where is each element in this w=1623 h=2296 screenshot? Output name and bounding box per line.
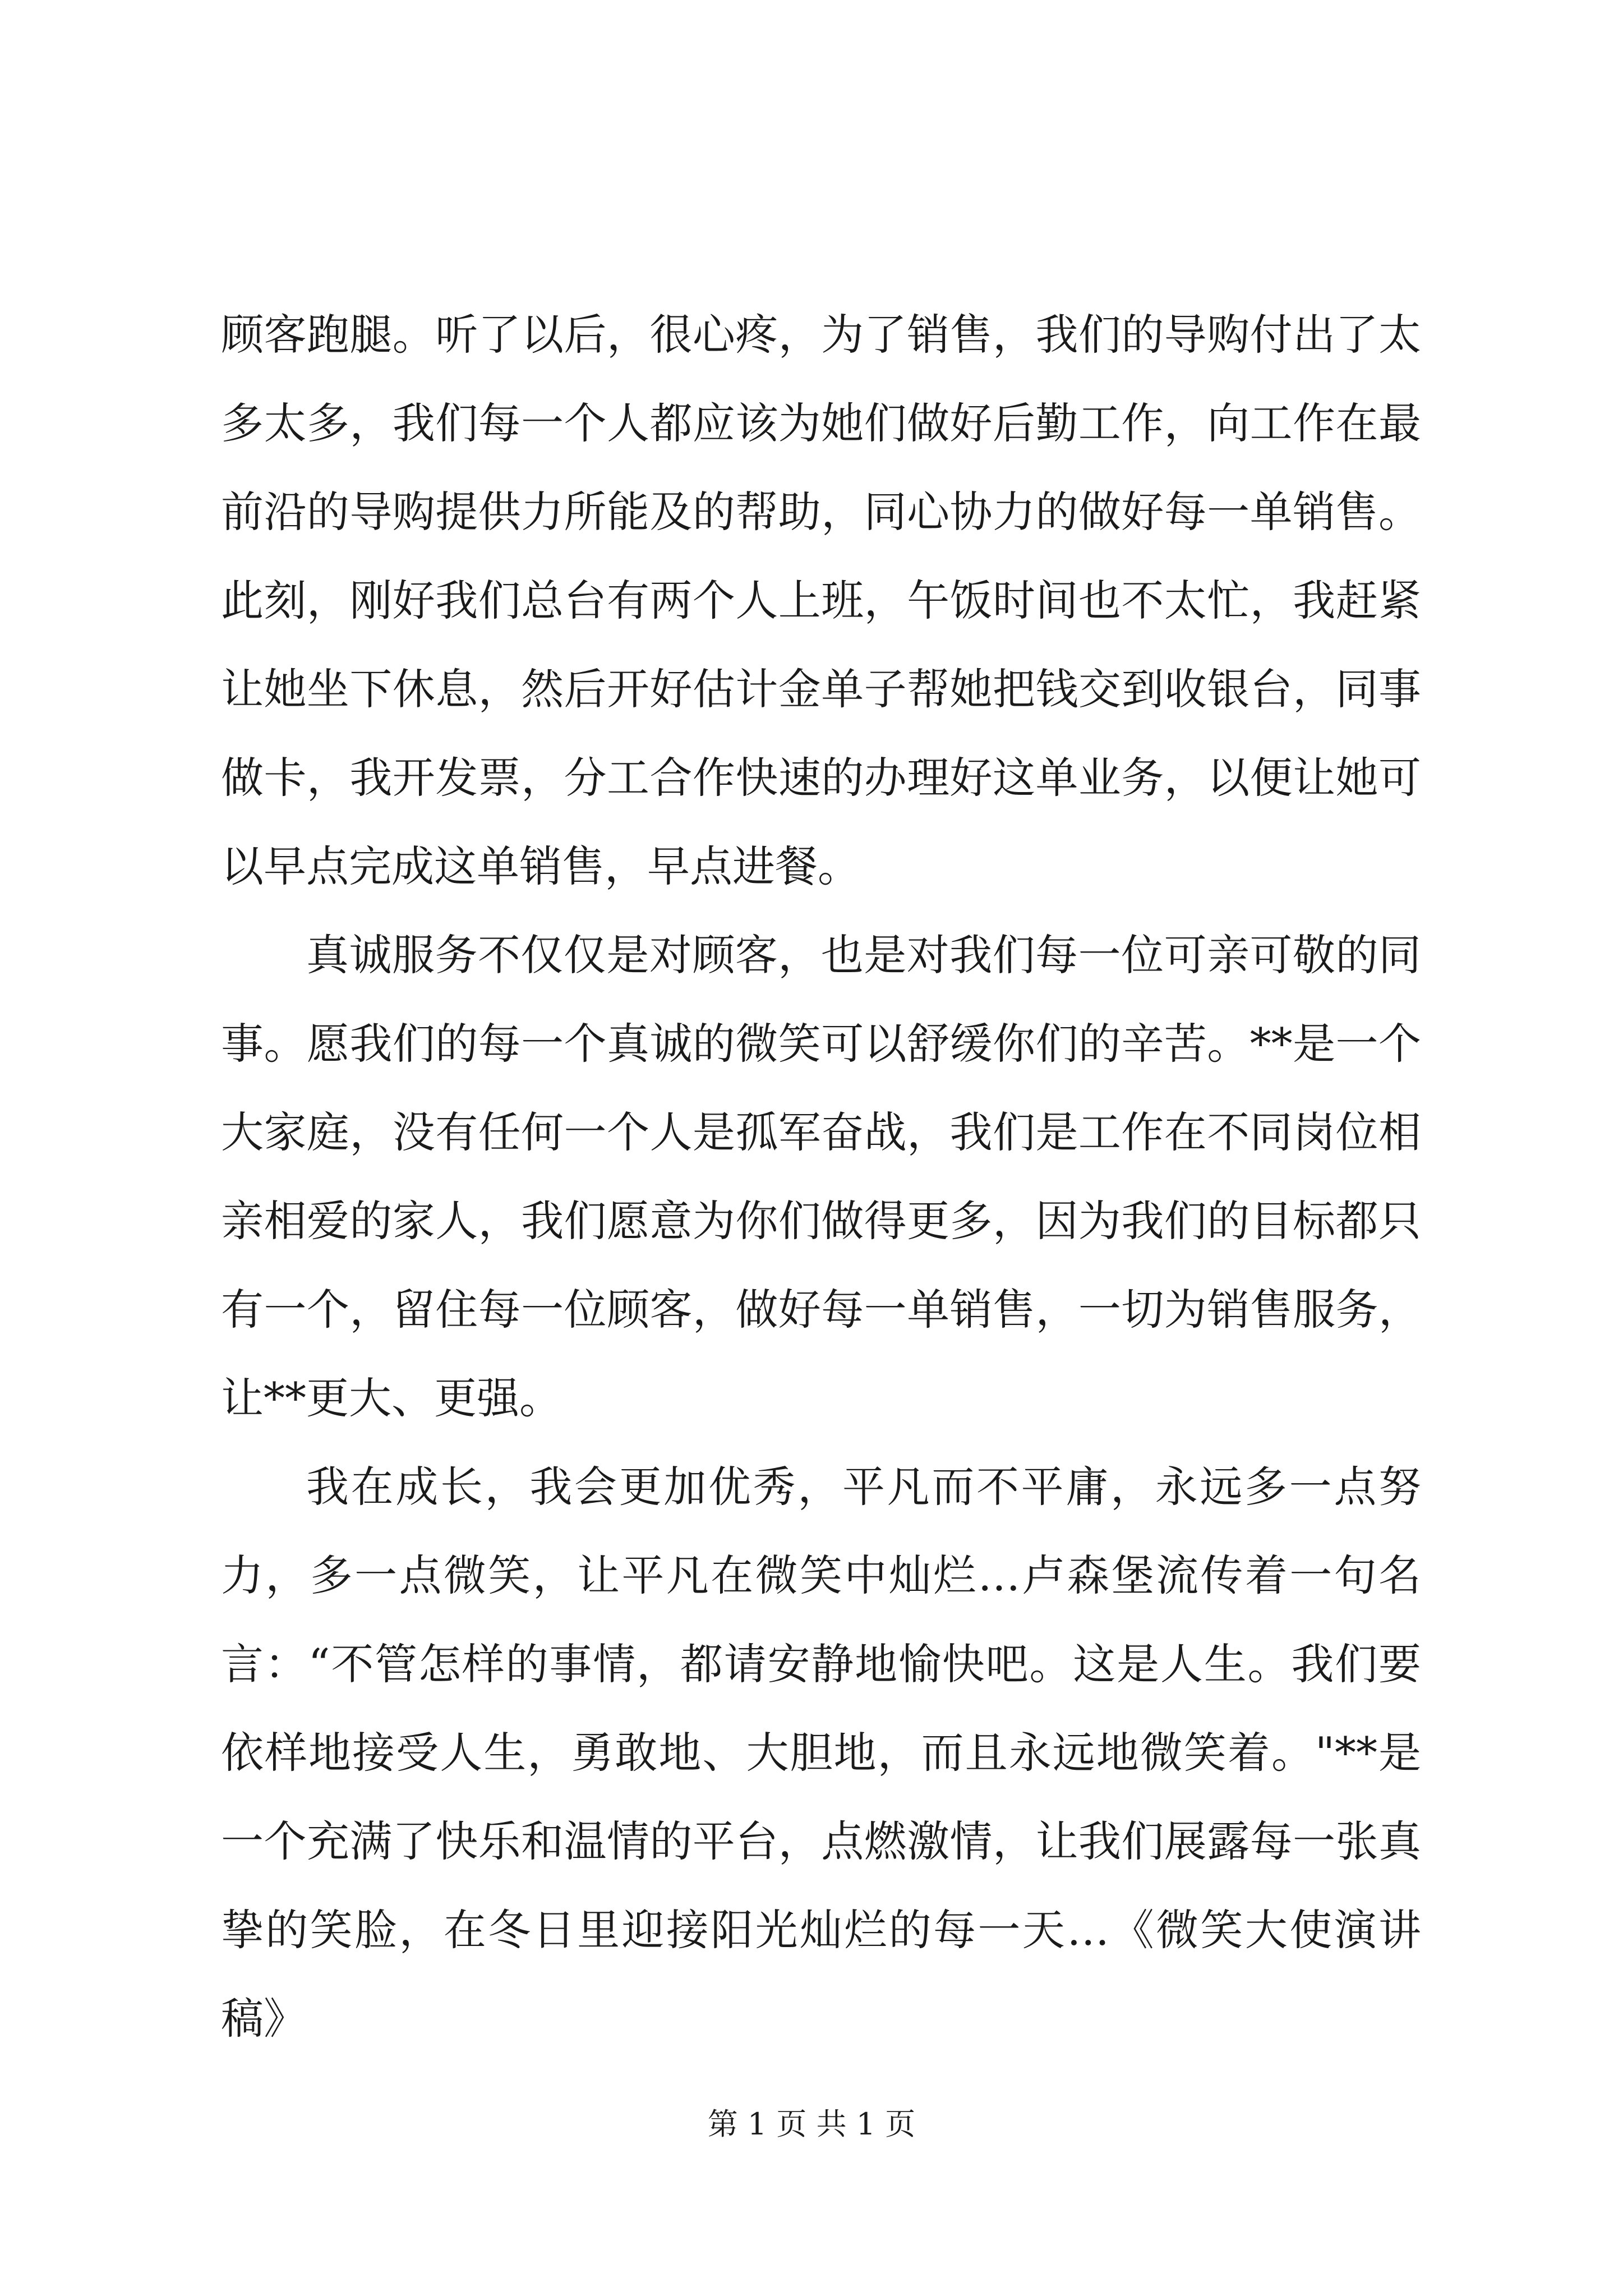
page-footer: [0, 2105, 1623, 2144]
paragraph-2: 真诚服务不仅仅是对顾客，也是对我们每一位可亲可敬的同事。愿我们的每一个真诚的微笑可以舒缓你们的辛苦。**是一个大家庭，没有任何一个人是孤军奋战，我们是工作在不同岗位相亲相爱的家人，我们愿意为你们做得更多，因为我们的目标都只有一个，留住每一位顾客，做好每一单销售，一切为销售服务，让**更大、更强。: [221, 930, 1421, 1423]
paragraph-3: 我在成长，我会更加优秀，平凡而不平庸，永远多一点努力，多一点微笑，让平凡在微笑中灿烂…卢森堡流传着一句名言：“不管怎样的事情，都请安静地愉快吧。这是人生。我们要依样地接受人生，勇敢地、大胆地，而且永远地微笑着。"**是一个充满了快乐和温情的平台，点燃激情，让我们展露每一张真挚的笑脸，在冬日里迎接阳光灿烂的每一天…《微笑大使演讲稿》: [221, 1462, 1421, 2044]
page-indicator: 第 1 页 共 1 页: [707, 2106, 916, 2142]
document-body: [221, 291, 1421, 2063]
paragraph-1: 顾客跑腿。听了以后，很心疼，为了销售，我们的导购付出了太多太多，我们每一个人都应该为她们做好后勤工作，向工作在最前沿的导购提供力所能及的帮助，同心协力的做好每一单销售。此刻，刚好我们总台有两个人上班，午饭时间也不太忙，我赶紧让她坐下休息，然后开好估计金单子帮她把钱交到收银台，同事做卡，我开发票，分工合作快速的办理好这单业务，以便让她可以早点完成这单销售，早点进餐。: [221, 310, 1421, 891]
